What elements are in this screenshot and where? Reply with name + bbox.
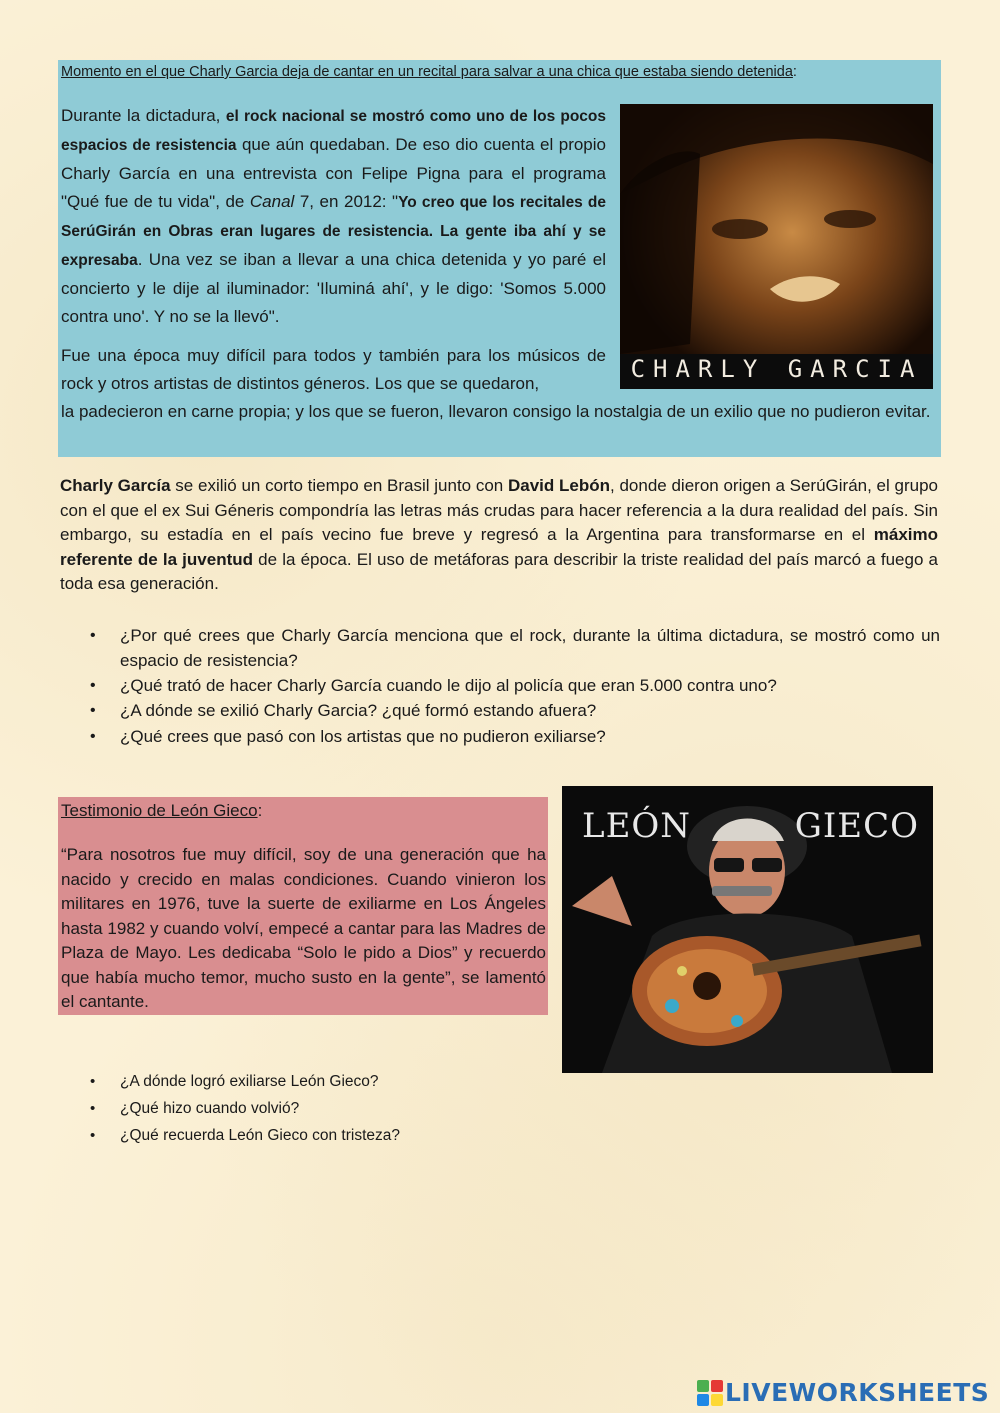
list-item [90, 698, 940, 723]
intro-paragraph-2b: la padecieron en carne propia; y los que se fueron, llevaron consigo la nostalgia de un exilio que no pudieron evitar. [61, 402, 931, 421]
photo2-right-text: GIECO [794, 806, 919, 846]
bullet-icon: • [90, 1100, 96, 1117]
question-text: ¿Qué crees que pasó con los artistas que no pudieron exiliarse? [120, 727, 606, 746]
bullet-icon: • [90, 702, 96, 719]
photo2-left-text: LEÓN [582, 806, 692, 846]
list-item [90, 1071, 590, 1093]
list-item [90, 724, 940, 749]
bold-referente: máximo referente de la juventud [60, 525, 938, 569]
liveworksheets-logo[interactable] [697, 1377, 997, 1409]
bold-lebon: David Lebón [508, 476, 611, 495]
list-item [90, 673, 940, 698]
intro-paragraph-2a: Fue una época muy difícil para todos y también para los músicos de rock y otros artistas de distintos géneros. Los que se quedaron, [61, 346, 606, 393]
bullet-icon: • [90, 1073, 96, 1090]
header-bar [58, 60, 941, 102]
list-item [90, 1125, 590, 1147]
intro-bold-1: el rock nacional se mostró como uno de los pocos espacios de resistencia [61, 108, 606, 154]
question-text: ¿Qué recuerda León Gieco con tristeza? [120, 1127, 401, 1144]
bullet-icon: • [90, 728, 96, 745]
list-item [90, 1098, 590, 1120]
testimonio-box [58, 797, 548, 1015]
bold-charly: Charly García [60, 476, 171, 495]
charly-garcia-portrait [620, 104, 933, 389]
question-text: ¿A dónde se exilió Charly Garcia? ¿qué formó estando afuera? [120, 701, 597, 720]
question-text: ¿Qué trató de hacer Charly García cuando le dijo al policía que eran 5.000 contra uno? [120, 676, 777, 695]
header-title: Momento en el que Charly Garcia deja de cantar en un recital para salvar a una chica que estaba siendo detenida [61, 64, 793, 80]
header-colon: : [792, 64, 797, 80]
question-text: ¿Qué hizo cuando volvió? [120, 1100, 300, 1117]
bullet-icon: • [90, 677, 96, 694]
liveworksheets-logo-icon [697, 1380, 723, 1406]
intro-paragraph-1: Durante la dictadura, el rock nacional se mostró como uno de los pocos espacios de resistencia que aún quedaban. De eso dio cuenta el propio Charly García en una entrevista con Felipe Pigna para el programa "Qué fue de tu vida", de Canal 7, en 2012: "Yo creo que los recitales de SerúGirán en Obras eran lugares de resistencia. La gente iba ahí y se expresaba. Una vez se iban a llevar a una chica detenida y yo paré el concierto y le dije al iluminador: 'Iluminá ahí', y le digo: 'Somos 5.000 contra uno'. Y no se la llevó". [61, 106, 607, 326]
exile-paragraph: Charly García se exilió un corto tiempo en Brasil junto con David Lebón, donde dieron origen a SerúGirán, el grupo con el que el ex Sui Géneris compondría las letras más crudas para hacer referencia a la dura realidad del país. Sin embargo, su estadía en el país vecino fue breve y regresó a la Argentina para transformarse en el máximo referente de la juventud de la época. El uso de metáforas para describir la triste realidad del país marcó a fuego a toda esa generación. [60, 476, 939, 593]
intro-bold-2: Yo creo que los recitales de SerúGirán en Obras eran lugares de resistencia. La gente iba ahí y se expresaba [61, 194, 607, 269]
testimonio-title: Testimonio de León Gieco [61, 801, 258, 820]
header-title-line [61, 62, 797, 82]
testimonio-title-line: Testimonio de León Gieco: [61, 801, 263, 820]
question-text: ¿A dónde logró exiliarse León Gieco? [120, 1073, 379, 1090]
bullet-icon: • [90, 627, 96, 644]
charly-garcia-photo [620, 104, 933, 389]
testimonio-body: “Para nosotros fue muy difícil, soy de una generación que ha nacido y crecido en malas condiciones. Cuando vinieron los militares en 1976, tuve la suerte de exiliarme en Los Ángeles hasta 1982 y cuando volví, empecé a cantar para las Madres de Plaza de Mayo. Les dedicaba “Solo le pido a Dios” y recuerdo que había mucho temor, mucho susto en la gente”, se lamentó el cantante. [61, 845, 546, 1011]
question-text: ¿Por qué crees que Charly García menciona que el rock, durante la última dictadura, se mostró como un espacio de resistencia? [120, 626, 940, 670]
bullet-icon: • [90, 1127, 96, 1144]
logo-text: LIVEWORKSHEETS [725, 1378, 990, 1407]
leon-gieco-photo [562, 786, 933, 1073]
photo1-caption: CHARLY GARCIA [630, 355, 923, 383]
list-item [90, 623, 940, 673]
